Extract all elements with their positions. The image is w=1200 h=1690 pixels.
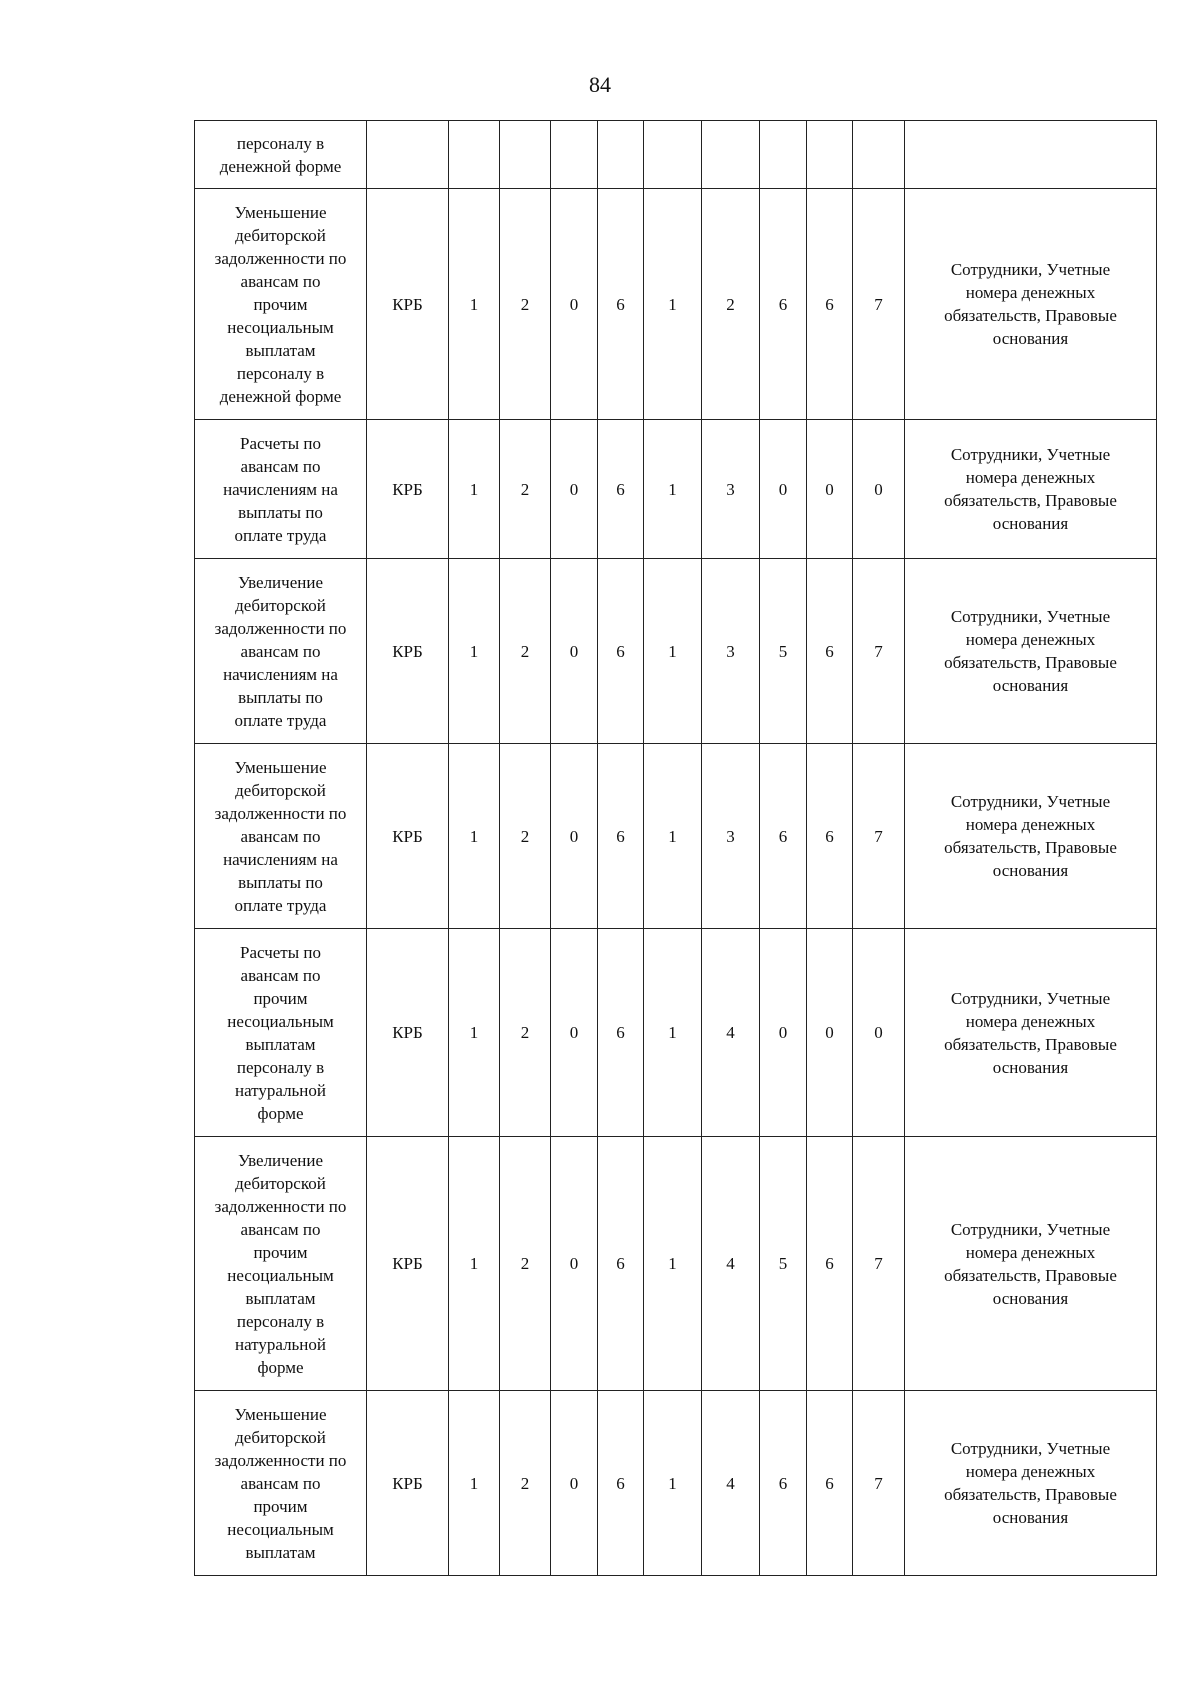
code-digit-cell: 6	[807, 189, 853, 420]
code-digit-cell: 1	[644, 559, 702, 744]
code-digit-cell: 3	[702, 420, 760, 559]
table-row	[195, 1137, 1157, 1391]
table-row	[195, 121, 1157, 189]
code-digit-cell	[449, 121, 500, 189]
page-number: 84	[589, 72, 611, 97]
code-digit-cell: 6	[807, 744, 853, 929]
code-digit-cell	[702, 121, 760, 189]
code-digit-cell	[760, 121, 807, 189]
code-digit-cell: 1	[644, 929, 702, 1137]
code-digit-cell	[500, 121, 551, 189]
analytics-note-cell: Сотрудники, Учетные номера денежных обязательств, Правовые основания	[905, 559, 1157, 744]
code-digit-cell: 6	[598, 1391, 644, 1576]
analytics-note-cell: Сотрудники, Учетные номера денежных обязательств, Правовые основания	[905, 744, 1157, 929]
code-digit-cell	[644, 121, 702, 189]
operation-name-cell: Расчеты по авансам по начислениям на выплаты по оплате труда	[195, 420, 367, 559]
code-digit-cell: 0	[807, 420, 853, 559]
code-digit-cell: 6	[598, 929, 644, 1137]
code-digit-cell: 2	[500, 1391, 551, 1576]
account-type-cell: КРБ	[367, 559, 449, 744]
code-digit-cell: 6	[760, 1391, 807, 1576]
account-type-cell: КРБ	[367, 744, 449, 929]
code-digit-cell: 1	[644, 189, 702, 420]
code-digit-cell: 1	[644, 744, 702, 929]
code-digit-cell: 0	[551, 1137, 598, 1391]
code-digit-cell: 6	[598, 744, 644, 929]
operation-name-cell: Уменьшение дебиторской задолженности по авансам по прочим несоциальным выплатам	[195, 1391, 367, 1576]
account-type-cell: КРБ	[367, 420, 449, 559]
code-digit-cell: 7	[853, 1391, 905, 1576]
code-digit-cell	[551, 121, 598, 189]
code-digit-cell	[598, 121, 644, 189]
code-digit-cell: 1	[449, 1391, 500, 1576]
code-digit-cell: 7	[853, 1137, 905, 1391]
code-digit-cell: 0	[551, 744, 598, 929]
code-digit-cell: 6	[807, 1391, 853, 1576]
code-digit-cell	[807, 121, 853, 189]
account-type-cell	[367, 121, 449, 189]
accounts-table	[194, 120, 1157, 1576]
code-digit-cell: 0	[807, 929, 853, 1137]
analytics-note-cell: Сотрудники, Учетные номера денежных обязательств, Правовые основания	[905, 189, 1157, 420]
account-type-cell: КРБ	[367, 1391, 449, 1576]
code-digit-cell: 2	[500, 420, 551, 559]
table-row	[195, 1391, 1157, 1576]
code-digit-cell: 1	[644, 1391, 702, 1576]
code-digit-cell: 2	[500, 559, 551, 744]
table-row	[195, 929, 1157, 1137]
code-digit-cell: 1	[449, 559, 500, 744]
code-digit-cell: 6	[807, 559, 853, 744]
operation-name-cell: Увеличение дебиторской задолженности по авансам по прочим несоциальным выплатам персоналу в натуральной форме	[195, 1137, 367, 1391]
code-digit-cell: 6	[598, 420, 644, 559]
code-digit-cell: 1	[449, 1137, 500, 1391]
operation-name-cell: Увеличение дебиторской задолженности по авансам по начислениям на выплаты по оплате труда	[195, 559, 367, 744]
code-digit-cell: 5	[760, 1137, 807, 1391]
operation-name-cell: Уменьшение дебиторской задолженности по авансам по прочим несоциальным выплатам персоналу в денежной форме	[195, 189, 367, 420]
code-digit-cell: 7	[853, 744, 905, 929]
code-digit-cell: 2	[702, 189, 760, 420]
code-digit-cell: 1	[449, 744, 500, 929]
code-digit-cell: 5	[760, 559, 807, 744]
operation-name-cell: Расчеты по авансам по прочим несоциальным выплатам персоналу в натуральной форме	[195, 929, 367, 1137]
account-type-cell: КРБ	[367, 1137, 449, 1391]
table-row	[195, 559, 1157, 744]
code-digit-cell: 0	[853, 420, 905, 559]
code-digit-cell: 0	[551, 1391, 598, 1576]
analytics-note-cell	[905, 121, 1157, 189]
analytics-note-cell: Сотрудники, Учетные номера денежных обязательств, Правовые основания	[905, 1391, 1157, 1576]
code-digit-cell: 2	[500, 744, 551, 929]
table-row	[195, 744, 1157, 929]
code-digit-cell: 6	[598, 559, 644, 744]
analytics-note-cell: Сотрудники, Учетные номера денежных обязательств, Правовые основания	[905, 420, 1157, 559]
code-digit-cell: 6	[760, 189, 807, 420]
code-digit-cell: 0	[551, 559, 598, 744]
table-row	[195, 420, 1157, 559]
code-digit-cell: 2	[500, 189, 551, 420]
analytics-note-cell: Сотрудники, Учетные номера денежных обязательств, Правовые основания	[905, 1137, 1157, 1391]
account-type-cell: КРБ	[367, 189, 449, 420]
code-digit-cell: 3	[702, 744, 760, 929]
table-row	[195, 189, 1157, 420]
code-digit-cell: 1	[644, 1137, 702, 1391]
code-digit-cell: 4	[702, 1137, 760, 1391]
operation-name-cell: персоналу в денежной форме	[195, 121, 367, 189]
code-digit-cell: 4	[702, 1391, 760, 1576]
code-digit-cell: 3	[702, 559, 760, 744]
code-digit-cell: 6	[598, 189, 644, 420]
code-digit-cell: 1	[449, 420, 500, 559]
code-digit-cell: 2	[500, 929, 551, 1137]
code-digit-cell: 0	[551, 929, 598, 1137]
code-digit-cell: 0	[853, 929, 905, 1137]
account-type-cell: КРБ	[367, 929, 449, 1137]
code-digit-cell: 1	[644, 420, 702, 559]
code-digit-cell	[853, 121, 905, 189]
code-digit-cell: 0	[551, 189, 598, 420]
code-digit-cell: 7	[853, 559, 905, 744]
code-digit-cell: 4	[702, 929, 760, 1137]
code-digit-cell: 1	[449, 929, 500, 1137]
code-digit-cell: 6	[807, 1137, 853, 1391]
code-digit-cell: 0	[551, 420, 598, 559]
code-digit-cell: 6	[598, 1137, 644, 1391]
code-digit-cell: 7	[853, 189, 905, 420]
code-digit-cell: 1	[449, 189, 500, 420]
code-digit-cell: 0	[760, 420, 807, 559]
code-digit-cell: 6	[760, 744, 807, 929]
operation-name-cell: Уменьшение дебиторской задолженности по авансам по начислениям на выплаты по оплате труда	[195, 744, 367, 929]
code-digit-cell: 2	[500, 1137, 551, 1391]
analytics-note-cell: Сотрудники, Учетные номера денежных обязательств, Правовые основания	[905, 929, 1157, 1137]
code-digit-cell: 0	[760, 929, 807, 1137]
